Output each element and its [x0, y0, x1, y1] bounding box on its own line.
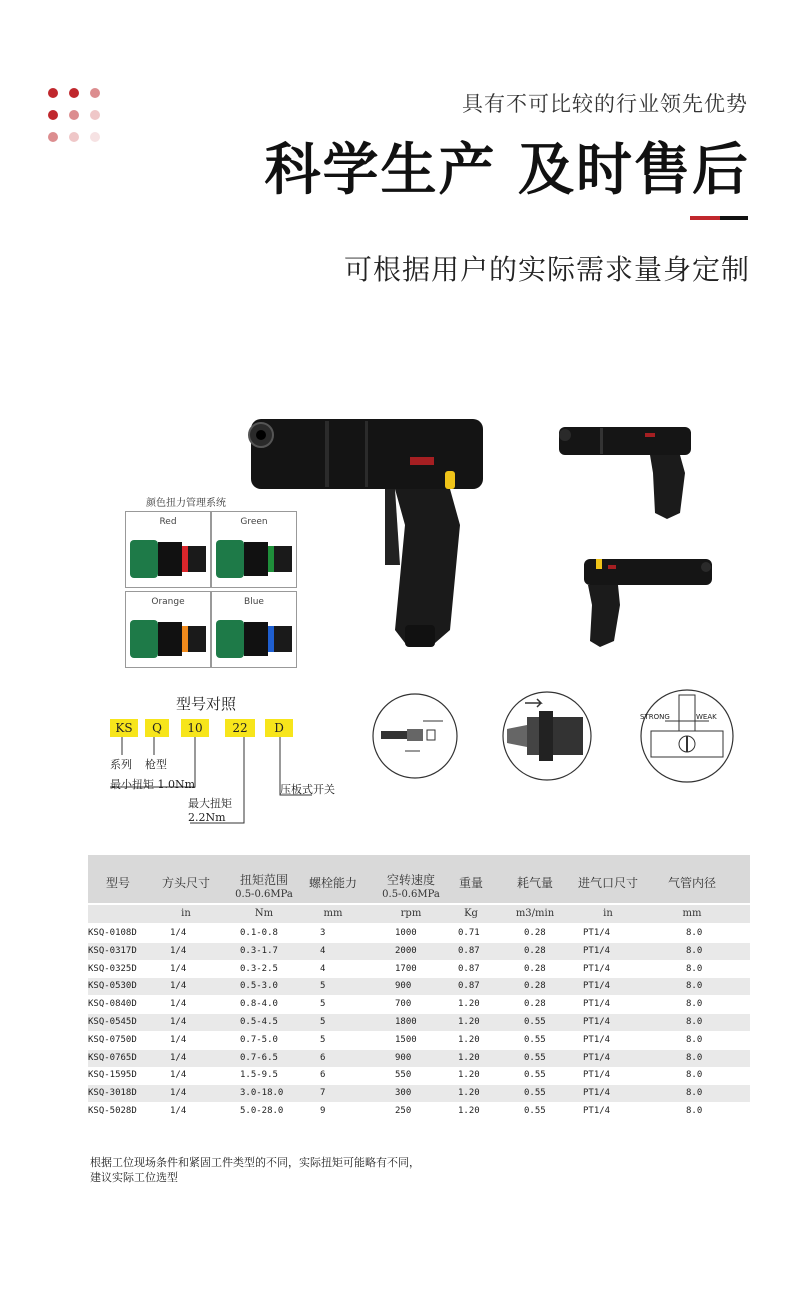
table-row: [88, 925, 750, 942]
color-cell-label: Blue: [244, 597, 264, 607]
color-cell-label: Orange: [151, 597, 185, 607]
table-cell: 8.0: [686, 1070, 703, 1081]
dot: [69, 88, 79, 98]
table-cell: 1/4: [170, 1034, 187, 1045]
footnote-line: 建议实际工位选型: [90, 1171, 178, 1184]
table-cell: 1.20: [458, 1034, 480, 1045]
table-cell: 1/4: [170, 1052, 187, 1063]
spec-header-cell: [225, 871, 303, 900]
table-cell: PT1/4: [583, 1052, 611, 1063]
table-cell: 8.0: [686, 1034, 703, 1045]
model-code-leader-lines: [50, 415, 350, 835]
table-cell: 1.20: [458, 1088, 480, 1099]
table-cell: 0.28: [524, 999, 546, 1010]
table-cell: 0.55: [524, 1017, 546, 1027]
table-cell: 8.0: [686, 981, 703, 992]
dot: [90, 110, 100, 120]
spec-unit-cell: Kg: [464, 908, 478, 919]
table-cell: KSQ-0765D: [88, 1052, 137, 1063]
table-cell: 0.1-0.8: [240, 928, 278, 938]
spec-header-cell: [570, 874, 646, 891]
spec-header-cell: [150, 874, 222, 891]
spec-header-cell: [88, 874, 148, 891]
table-cell: 0.28: [524, 928, 546, 938]
table-cell: KSQ-0317D: [88, 945, 137, 956]
table-cell: 900: [395, 1052, 412, 1063]
note-gun-type: 枪型: [145, 758, 167, 771]
table-cell: 0.28: [524, 945, 546, 956]
table-row: [88, 1103, 750, 1120]
model-code-part: Q: [145, 719, 169, 737]
table-cell: 4: [320, 945, 326, 956]
table-cell: PT1/4: [583, 945, 611, 956]
table-cell: 1500: [395, 1034, 417, 1045]
spec-unit-cell: rpm: [400, 908, 422, 919]
table-cell: 2000: [395, 945, 417, 956]
model-code-part: 22: [225, 719, 255, 737]
note-series: 系列: [110, 758, 132, 771]
table-cell: 9: [320, 1106, 326, 1116]
clutch-adjust-diagram: [635, 687, 739, 785]
table-cell: PT1/4: [583, 928, 611, 938]
table-cell: PT1/4: [583, 1070, 611, 1081]
table-cell: 0.55: [524, 1034, 546, 1045]
table-cell: 5: [320, 981, 326, 992]
spec-header-label: 方头尺寸: [161, 876, 210, 890]
spec-unit-cell: Nm: [254, 908, 274, 919]
table-cell: 5: [320, 999, 326, 1010]
bit-diagram: [365, 691, 465, 781]
spec-header-cell: [445, 874, 497, 891]
table-cell: 0.8-4.0: [240, 999, 278, 1010]
tool-side-image-2: [578, 555, 718, 655]
table-cell: PT1/4: [583, 1088, 611, 1099]
footnote-line: 根据工位现场条件和紧固工件类型的不同，实际扭矩可能略有不同，: [90, 1156, 420, 1169]
note-max-torque: 最大扭矩: [188, 797, 232, 810]
table-cell: 0.3-1.7: [240, 945, 278, 956]
table-cell: 8.0: [686, 963, 703, 974]
spec-header-sublabel: 0.5-0.6MPa: [235, 889, 293, 900]
model-code-title: 型号对照: [176, 695, 237, 713]
table-cell: 0.7-6.5: [240, 1052, 278, 1063]
spec-header-label: 扭矩范围: [239, 873, 288, 887]
table-cell: 0.5-4.5: [240, 1017, 278, 1027]
table-cell: 0.7-5.0: [240, 1034, 278, 1045]
headline: 科学生产 及时售后: [264, 138, 750, 203]
table-cell: 1/4: [170, 1088, 187, 1099]
dot: [48, 110, 58, 120]
dot: [48, 132, 58, 142]
tagline: 具有不可比较的行业领先优势: [462, 92, 748, 116]
spec-header-label: 型号: [105, 876, 130, 890]
dot: [90, 88, 100, 98]
note-max-torque-value: 2.2Nm: [188, 811, 226, 824]
spec-unit-cell: in: [603, 908, 613, 919]
spec-header-cell: [650, 874, 734, 891]
spec-unit-cell: mm: [323, 908, 343, 919]
table-cell: KSQ-5028D: [88, 1106, 137, 1116]
table-cell: 8.0: [686, 928, 703, 938]
table-cell: 8.0: [686, 1017, 703, 1027]
spec-header-label: 耗气量: [516, 876, 553, 890]
table-cell: KSQ-0750D: [88, 1034, 137, 1045]
table-cell: 1800: [395, 1017, 417, 1027]
table-cell: 1/4: [170, 1070, 187, 1081]
table-cell: KSQ-3018D: [88, 1088, 137, 1099]
table-cell: PT1/4: [583, 1017, 611, 1027]
note-min-torque: 最小扭矩 1.0Nm: [110, 778, 196, 791]
table-cell: 0.55: [524, 1052, 546, 1063]
dot: [69, 132, 79, 142]
model-code-part: 10: [181, 719, 209, 737]
footnote: [90, 1155, 420, 1185]
table-cell: 5.0-28.0: [240, 1106, 284, 1116]
table-cell: 1/4: [170, 945, 187, 956]
model-code-part: KS: [110, 719, 138, 737]
color-system-title: 颜色扭力管理系统: [146, 498, 226, 509]
table-cell: 1000: [395, 928, 417, 938]
table-cell: 0.55: [524, 1070, 546, 1081]
table-cell: 1.5-9.5: [240, 1070, 278, 1081]
spec-header-label: 螺栓能力: [308, 876, 357, 890]
table-cell: 0.71: [458, 928, 480, 938]
table-cell: KSQ-0325D: [88, 963, 137, 974]
spec-unit-cell: mm: [682, 908, 702, 919]
color-cell-label: Red: [159, 517, 177, 527]
table-cell: 0.87: [458, 981, 480, 992]
table-cell: 0.5-3.0: [240, 981, 278, 992]
table-cell: KSQ-0530D: [88, 981, 137, 992]
table-cell: PT1/4: [583, 1034, 611, 1045]
table-cell: 1/4: [170, 963, 187, 974]
dot: [69, 110, 79, 120]
spec-header-sublabel: 0.5-0.6MPa: [382, 889, 440, 900]
table-cell: 0.87: [458, 963, 480, 974]
dot: [48, 88, 58, 98]
table-cell: 1/4: [170, 1106, 187, 1116]
spec-header-label: 气管内径: [667, 876, 716, 890]
table-cell: 1/4: [170, 1017, 187, 1027]
table-cell: 0.28: [524, 981, 546, 992]
product-sheet: [50, 415, 750, 1195]
spec-header-cell: [505, 874, 565, 891]
table-cell: 6: [320, 1070, 326, 1081]
table-cell: KSQ-1595D: [88, 1070, 137, 1081]
table-cell: 300: [395, 1088, 412, 1099]
tool-side-image-1: [555, 423, 700, 523]
table-cell: PT1/4: [583, 999, 611, 1010]
model-code-part: D: [265, 719, 293, 737]
spec-header-cell: [375, 871, 447, 900]
spec-unit-cell: in: [181, 908, 191, 919]
table-cell: 0.87: [458, 945, 480, 956]
table-cell: 5: [320, 1017, 326, 1027]
table-cell: 700: [395, 999, 412, 1010]
table-cell: 1.20: [458, 1017, 480, 1027]
accent-bar: [690, 216, 748, 220]
table-cell: 1/4: [170, 928, 187, 938]
label-strong: STRONG: [640, 713, 670, 721]
table-row: [88, 996, 750, 1013]
color-cell-label: Green: [240, 517, 268, 527]
table-cell: 1/4: [170, 981, 187, 992]
table-cell: 0.55: [524, 1106, 546, 1116]
table-cell: 1.20: [458, 1106, 480, 1116]
table-row: [88, 1085, 750, 1102]
table-cell: 0.3-2.5: [240, 963, 278, 974]
spec-unit-cell: m3/min: [515, 908, 555, 919]
table-cell: 6: [320, 1052, 326, 1063]
spec-header-label: 空转速度: [386, 873, 435, 887]
table-cell: 1.20: [458, 1052, 480, 1063]
table-row: [88, 1032, 750, 1049]
table-cell: 0.55: [524, 1088, 546, 1099]
table-cell: PT1/4: [583, 981, 611, 992]
table-row: [88, 961, 750, 978]
table-cell: 3.0-18.0: [240, 1088, 284, 1099]
label-weak: WEAK: [696, 713, 717, 721]
table-cell: 1.20: [458, 999, 480, 1010]
table-cell: KSQ-0108D: [88, 928, 137, 938]
table-row: [88, 943, 750, 960]
table-cell: 1700: [395, 963, 417, 974]
table-cell: 550: [395, 1070, 412, 1081]
table-cell: 7: [320, 1088, 326, 1099]
table-cell: 8.0: [686, 1088, 703, 1099]
subhead: 可根据用户的实际需求量身定制: [343, 253, 750, 286]
spec-header-label: 重量: [458, 876, 483, 890]
table-cell: KSQ-0545D: [88, 1017, 137, 1027]
table-cell: 4: [320, 963, 326, 974]
table-cell: 1.20: [458, 1070, 480, 1081]
table-row: [88, 978, 750, 995]
note-switch: 压板式开关: [280, 783, 335, 796]
table-row: [88, 1014, 750, 1031]
table-cell: PT1/4: [583, 963, 611, 974]
spec-header-cell: [298, 874, 368, 891]
table-cell: 250: [395, 1106, 412, 1116]
table-cell: PT1/4: [583, 1106, 611, 1116]
table-cell: 8.0: [686, 1106, 703, 1116]
dot: [90, 132, 100, 142]
table-cell: 3: [320, 928, 326, 938]
table-cell: 5: [320, 1034, 326, 1045]
spec-header-label: 进气口尺寸: [577, 876, 638, 890]
table-row: [88, 1050, 750, 1067]
table-cell: 8.0: [686, 1052, 703, 1063]
chuck-diagram: [497, 689, 597, 783]
table-cell: 8.0: [686, 999, 703, 1010]
decorative-dots: [48, 88, 108, 148]
table-row: [88, 1067, 750, 1084]
table-cell: 900: [395, 981, 412, 992]
table-cell: 8.0: [686, 945, 703, 956]
table-cell: 0.28: [524, 963, 546, 974]
table-cell: 1/4: [170, 999, 187, 1010]
table-cell: KSQ-0840D: [88, 999, 137, 1010]
